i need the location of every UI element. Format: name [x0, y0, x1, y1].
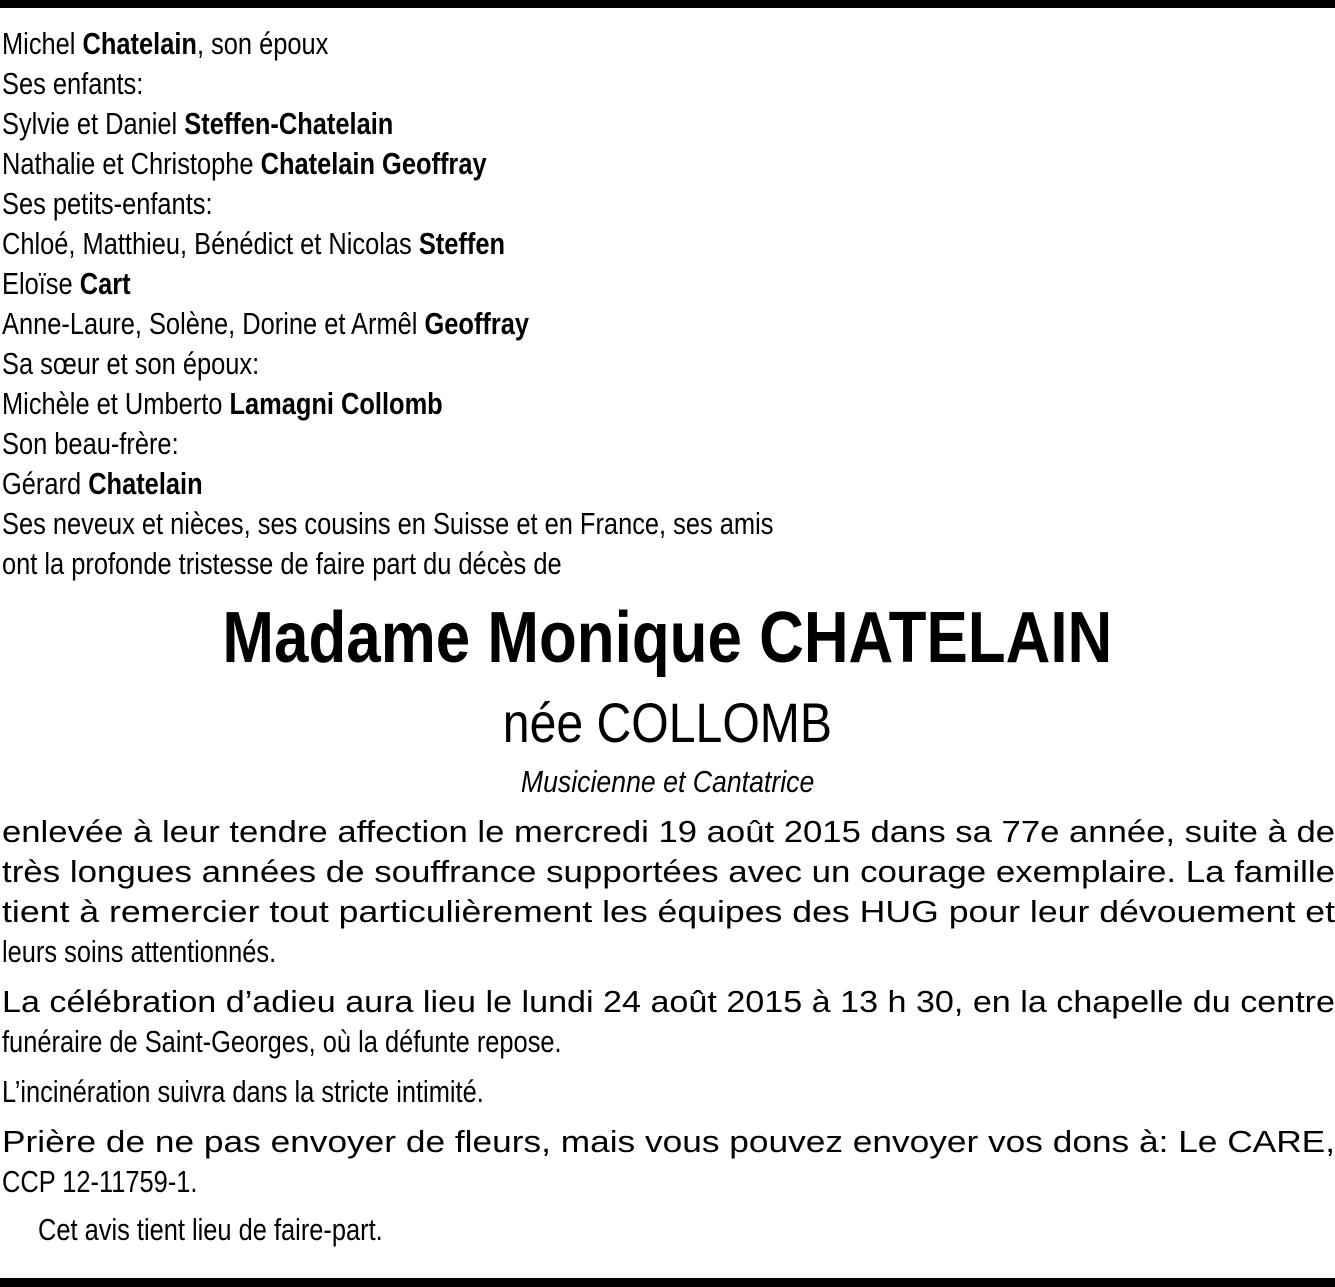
family-line-text: Anne-Laure, Solène, Dorine et Armêl — [2, 306, 425, 341]
family-line — [2, 544, 562, 584]
paragraph-line: Prière de ne pas envoyer de fleurs, mais vous pouvez envoyer vos dons à: Le CARE, — [2, 1124, 1335, 1159]
closing-note — [38, 1210, 1335, 1250]
bottom-border-rule — [0, 1278, 1335, 1287]
profession-line — [0, 762, 1335, 802]
family-line — [2, 64, 143, 104]
family-line — [2, 344, 259, 384]
family-surname: Lamagni Collomb — [229, 386, 443, 421]
family-line-text: Eloïse — [2, 266, 80, 301]
deceased-name-heading — [0, 596, 1335, 680]
family-line — [2, 24, 328, 64]
paragraph-death-details — [2, 812, 1335, 972]
paragraph-cremation — [2, 1072, 1335, 1112]
family-line-text: Sylvie et Daniel — [2, 106, 185, 141]
family-line-text: Ses enfants: — [2, 66, 144, 101]
paragraph-line: tient à remercier tout particulièrement les équipes des HUG pour leur dévouement et — [2, 894, 1335, 929]
family-line-text: Nathalie et Christophe — [2, 146, 261, 181]
family-line — [2, 264, 131, 304]
maiden-name: née COLLOMB — [502, 691, 833, 754]
family-line-suffix: , son époux — [196, 26, 329, 61]
paragraph-line: La célébration d’adieu aura lieu le lundi 24 août 2015 à 13 h 30, en la chapelle du centre — [2, 984, 1335, 1019]
family-line-text: Michèle et Umberto — [2, 386, 230, 421]
family-line — [2, 464, 203, 504]
deceased-name: Madame Monique CHATELAIN — [222, 598, 1113, 678]
paragraph-donations — [2, 1122, 1335, 1202]
paragraph-line: très longues années de souffrance supportées avec un courage exemplaire. La famille — [2, 854, 1335, 889]
closing-text: Cet avis tient lieu de faire-part. — [38, 1212, 383, 1247]
family-surname: Steffen-Chatelain — [184, 106, 394, 141]
family-line-text: ont la profonde tristesse de faire part du décès de — [2, 546, 562, 581]
paragraph-line: enlevée à leur tendre affection le mercredi 19 août 2015 dans sa 77e année, suite à de — [2, 814, 1335, 849]
family-line — [2, 384, 443, 424]
family-line — [2, 224, 505, 264]
family-line-text: Chloé, Matthieu, Bénédict et Nicolas — [2, 226, 419, 261]
family-line-text: Gérard — [2, 466, 89, 501]
family-line-text: Ses petits-enfants: — [2, 186, 213, 221]
family-line — [2, 104, 393, 144]
maiden-name-line — [0, 690, 1335, 756]
family-surname: Chatelain — [88, 466, 203, 501]
top-border-rule — [0, 0, 1335, 8]
family-line-text: Son beau-frère: — [2, 426, 179, 461]
family-surname: Cart — [79, 266, 131, 301]
family-line-text: Sa sœur et son époux: — [2, 346, 260, 381]
family-line — [2, 304, 529, 344]
family-line — [2, 424, 179, 464]
paragraph-line: leurs soins attentionnés. — [2, 934, 277, 969]
family-line — [2, 504, 773, 544]
profession: Musicienne et Cantatrice — [520, 764, 815, 799]
family-surname: Geoffray — [424, 306, 530, 341]
family-surname: Chatelain Geoffray — [260, 146, 487, 181]
family-surname: Steffen — [418, 226, 505, 261]
family-line — [2, 184, 213, 224]
family-line-text: Michel — [2, 26, 83, 61]
family-line — [2, 144, 487, 184]
family-surname: Chatelain — [82, 26, 197, 61]
paragraph-line: L’incinération suivra dans la stricte intimité. — [2, 1074, 484, 1109]
paragraph-line: funéraire de Saint-Georges, où la défunte repose. — [2, 1024, 562, 1059]
paragraph-line: CCP 12-11759-1. — [2, 1164, 198, 1199]
paragraph-ceremony — [2, 982, 1335, 1062]
family-line-text: Ses neveux et nièces, ses cousins en Suisse et en France, ses amis — [2, 506, 774, 541]
